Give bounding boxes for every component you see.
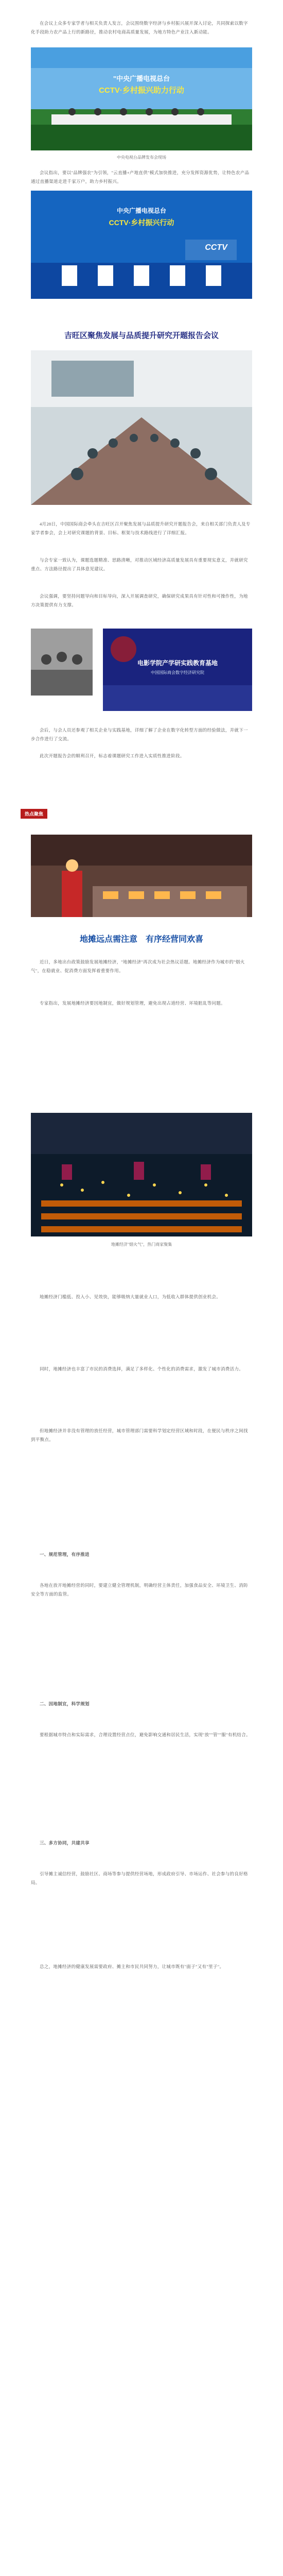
- group-photo-small: [31, 629, 93, 696]
- section2-paragraph-5: 但地摊经济并非没有管理的放任经营，城市管理部门需要科学划定经营区域和时段，在便民与秩序之间找到平衡点。: [31, 1428, 248, 1442]
- hotspot-tag: 热点聚焦: [21, 809, 47, 819]
- education-banner-title: 电影学院产学研实践教育基地: [137, 659, 218, 667]
- conference-photo-1: [31, 47, 252, 150]
- section2-paragraph-4: 同时，地摊经济也丰富了市民的消费选择，满足了多样化、个性化的消费需求，激发了城市消费活力。: [40, 1366, 244, 1371]
- meeting-photo: [31, 350, 252, 505]
- section1-paragraph-2: 与会专家一致认为，课题选题精准、思路清晰，对推动区域经济高质量发展具有重要现实意义，并就研究重点、方法路径提出了具体意见建议。: [31, 557, 248, 571]
- section1-paragraph-1: 4月28日，中国国际商会牵头在吉旺区召开聚焦发展与品质提升研究开题报告会，来自相关部门负责人及专家学者参会，会上对研究课题的背景、目标、框架与技术路线进行了详细汇报。: [31, 521, 251, 535]
- cctv-logo: CCTV: [205, 243, 227, 252]
- photo1-caption: 中央电视台品牌发布会现场: [117, 155, 166, 160]
- section1-paragraph-5: 此次开题报告会的顺利召开，标志着课题研究工作进入实质性推进阶段。: [40, 753, 185, 758]
- banner2-line2: CCTV·乡村振兴行动: [109, 218, 174, 227]
- section1-paragraph-4: 会后，与会人员还参观了相关企业与实践基地，详细了解了企业在数字化转型方面的经验做法，并就下一步合作进行了交流。: [31, 727, 248, 741]
- section1-paragraph-3: 会议强调，要坚持问题导向和目标导向，深入开展调查研究，确保研究成果具有针对性和可操作性，为地方决策提供有力支撑。: [31, 593, 248, 607]
- banner1-line2: CCTV·乡村振兴助力行动: [99, 86, 184, 95]
- night-market-photo: [31, 1113, 252, 1236]
- banner1-line1: "中央广播电视总台: [113, 75, 170, 82]
- section2-paragraph-6: 各地在放开地摊经营的同时，要建立健全管理机制，明确经营主体责任，加强食品安全、环境卫生、消防安全等方面的监管。: [31, 1582, 248, 1597]
- conference-photo-2: [31, 191, 252, 299]
- intro-paragraph-2: 会议指出，要以"品牌强农"为引领，"云直播+产地直供"模式加快推进，充分发挥资源优势，让特色农产品通过直播渠道走进千家万户，助力乡村振兴。: [31, 170, 250, 184]
- section1-title: 吉旺区聚焦发展与品质提升研究开题报告会议: [64, 331, 219, 340]
- banner2-line1: 中央广播电视总台: [116, 207, 166, 214]
- section2-paragraph-9: 总之，地摊经济的健康发展需要政府、摊主和市民共同努力，让城市既有"面子"又有"里子"。: [40, 1963, 224, 1969]
- section2-paragraph-1: 近日，多地出台政策鼓励发展地摊经济，"地摊经济"再次成为社会热议话题。地摊经济作为城市的"烟火气"，在稳就业、促消费方面发挥着重要作用。: [31, 959, 245, 973]
- intro-paragraph: 在会议上众多专家学者与相关负责人发言，会议围绕数字经济与乡村振兴展开深入讨论，共同探索以数字化手段助力农产品上行的新路径，推动农村电商高质量发展，为地方特色产业注入新动能。: [31, 20, 248, 35]
- section2-heading-1: 一、规范管理，有序推进: [40, 1551, 90, 1557]
- night-market-caption: 地摊经济"烟火气"，热门商家聚集: [111, 1242, 172, 1247]
- section2-paragraph-3: 地摊经济门槛低、投入小、见效快，能够吸纳大量就业人口，为低收入群体提供创业机会。: [40, 1294, 221, 1299]
- section2-paragraph-7: 要根据城市特点和实际需求，合理设置经营点位，避免影响交通和居民生活，实现"放""管""服"有机结合。: [40, 1732, 251, 1737]
- street-stall-photo: [31, 835, 252, 917]
- section2-paragraph-2: 专家指出，发展地摊经济要因地制宜，做好规划管理，避免出现占道经营、环境脏乱等问题。: [40, 1000, 225, 1006]
- section2-paragraph-8: 引导摊主诚信经营，鼓励社区、商场等参与提供经营场地，形成政府引导、市场运作、社会参与的良好格局。: [31, 1871, 248, 1885]
- education-banner-sub: 中国国际商会数字经济研究院: [151, 670, 204, 675]
- section2-heading-3: 三、多方协同，共建共享: [40, 1840, 90, 1845]
- education-banner: [103, 629, 252, 711]
- section2-title: 地摊远点需注意 有序经营同欢喜: [79, 935, 203, 944]
- section2-heading-2: 二、因地制宜，科学规划: [40, 1701, 90, 1706]
